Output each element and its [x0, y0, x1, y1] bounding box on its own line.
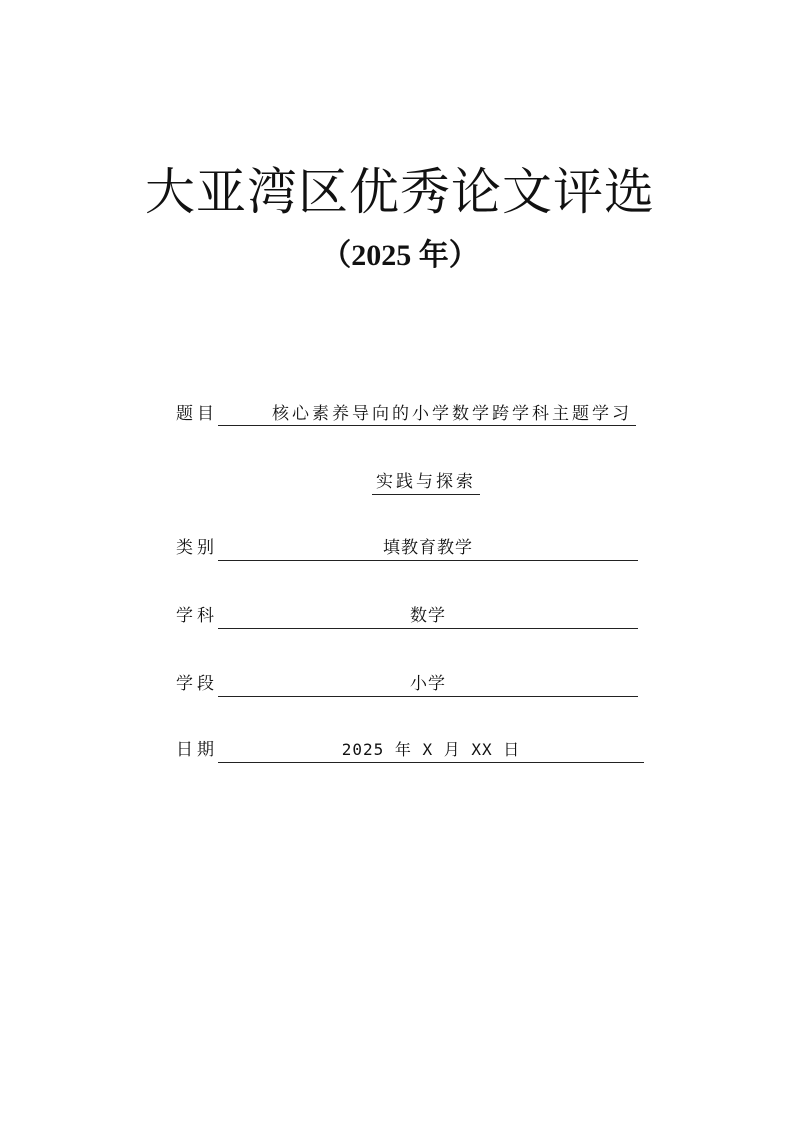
topic-row	[176, 402, 646, 432]
date-value[interactable]: 2025 年 X 月 XX 日	[218, 738, 644, 763]
topic-label: 题目	[176, 404, 218, 424]
category-value[interactable]: 填教育教学	[218, 536, 638, 561]
category-label: 类别	[176, 538, 218, 558]
category-row	[176, 536, 646, 566]
date-row	[176, 738, 646, 768]
subject-label: 学科	[176, 606, 218, 626]
stage-value[interactable]: 小学	[218, 672, 638, 697]
document-title: 大亚湾区优秀论文评选	[145, 163, 655, 221]
subject-value[interactable]: 数学	[218, 604, 638, 629]
topic-value-line2[interactable]: 实践与探索	[372, 470, 480, 495]
stage-label: 学段	[176, 674, 218, 694]
stage-row	[176, 672, 646, 702]
date-label: 日期	[176, 740, 218, 760]
topic-value-line1[interactable]: 核心素养导向的小学数学跨学科主题学习	[218, 402, 636, 426]
subject-row	[176, 604, 646, 634]
document-year: （2025 年）	[321, 239, 479, 272]
